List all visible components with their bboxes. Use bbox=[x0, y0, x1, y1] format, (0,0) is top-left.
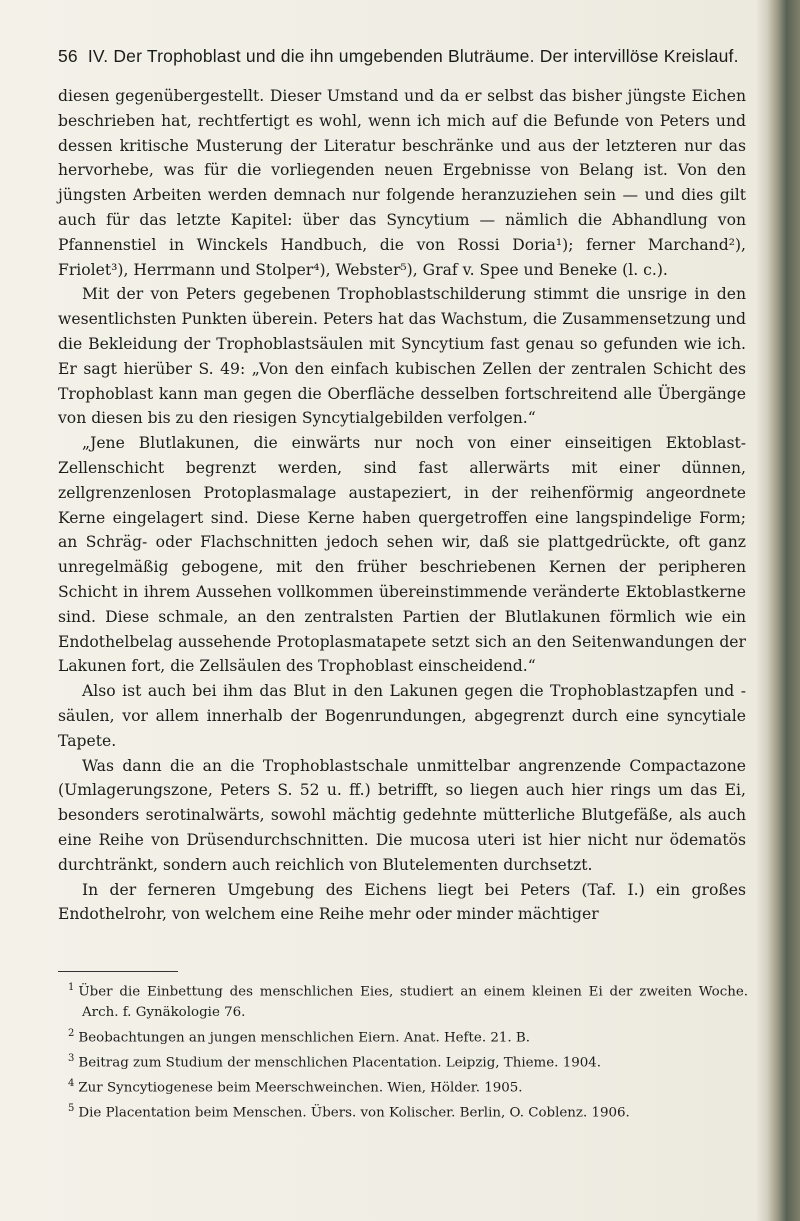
footnotes bbox=[58, 978, 748, 1124]
paragraph: Was dann die an die Trophoblastschale unmittelbar angrenzende Compactazone (Umlagerungszone, Peters S. 52 u. ff.) betrifft, so liegen auch hier rings um das Ei, besonders serotinalwärts, sowohl mächtig gedehnte mütterliche Blutgefäße, als auch eine Reihe von Drüsendurchschnitten. Die mucosa uteri ist hier nicht nur ödematös durchtränkt, sondern auch reichlich von Blutelementen durchsetzt. bbox=[58, 756, 746, 874]
footnote-mark: 5 bbox=[68, 1102, 75, 1114]
paragraph: diesen gegenübergestellt. Dieser Umstand und da er selbst das bisher jüngste Eichen beschrieben hat, rechtfertigt es wohl, wenn ich mich auf die Befunde von Peters und dessen kritische Musterung der Literatur beschränke und aus der letzteren nur das hervorhebe, was für die vorliegenden neuen Ergebnisse von Belang ist. Von den jüngsten Arbeiten werden demnach nur folgende heranzuziehen sein — und dies gilt auch für das letzte Kapitel: über das Syncytium — nämlich die Abhandlung von Pfannenstiel in Winckels Handbuch, die von Rossi Doria¹); ferner Marchand²), Friolet³), Herrmann und Stolper⁴), Webster⁵), Graf v. Spee und Beneke (l. c.). bbox=[58, 87, 746, 279]
footnote-text: Beobachtungen an jungen menschlichen Eiern. Anat. Hefte. 21. B. bbox=[78, 1030, 530, 1046]
footnote bbox=[58, 1074, 748, 1099]
footnote-mark: 4 bbox=[68, 1077, 75, 1089]
footnote bbox=[58, 1024, 748, 1049]
footnote-rule bbox=[58, 971, 178, 972]
page-number: 56 bbox=[58, 46, 78, 66]
footnote-mark: 3 bbox=[68, 1052, 75, 1064]
footnote-text: Über die Einbettung des menschlichen Eies, studiert an einem kleinen Ei der zweiten Woche. Arch. f. Gynäkologie 76. bbox=[78, 984, 748, 1021]
footnote-text: Beitrag zum Studium der menschlichen Placentation. Leipzig, Thieme. 1904. bbox=[78, 1055, 602, 1071]
footnote-text: Zur Syncytiogenese beim Meerschweinchen. Wien, Hölder. 1905. bbox=[78, 1080, 523, 1096]
body-text bbox=[58, 84, 746, 927]
paragraph: In der ferneren Umgebung des Eichens liegt bei Peters (Taf. I.) ein großes Endothelrohr, von welchem eine Reihe mehr oder minder mächtiger bbox=[58, 880, 746, 924]
footnote-mark: 2 bbox=[68, 1027, 75, 1039]
footnote-text: Die Placentation beim Menschen. Übers. von Kolischer. Berlin, O. Coblenz. 1906. bbox=[78, 1105, 630, 1121]
running-header bbox=[58, 46, 748, 67]
running-title: IV. Der Trophoblast und die ihn umgebenden Bluträume. Der intervillöse Kreislauf. bbox=[87, 46, 739, 66]
footnote-mark: 1 bbox=[68, 982, 75, 993]
paragraph: Also ist auch bei ihm das Blut in den Lakunen gegen die Trophoblastzapfen und -säulen, vor allem innerhalb der Bogenrundungen, abgegrenzt durch eine syncytiale Tapete. bbox=[58, 682, 746, 750]
page-edge-shadow bbox=[756, 0, 766, 1221]
book-binding-edge bbox=[766, 0, 800, 1221]
footnote bbox=[58, 1099, 748, 1124]
footnote bbox=[58, 978, 748, 1024]
paragraph: Mit der von Peters gegebenen Trophoblastschilderung stimmt die unsrige in den wesentlichsten Punkten überein. Peters hat das Wachstum, die Zusammensetzung und die Bekleidung der Trophoblastsäulen mit Syncytium fast genau so gefunden wie ich. Er sagt hierüber S. 49: „Von den einfach kubischen Zellen der zentralen Schicht des Trophoblast kann man gegen die Oberfläche desselben fortschreitend alle Übergänge von diesen bis zu den riesigen Syncytialgebilden verfolgen.“ bbox=[58, 285, 746, 428]
footnote bbox=[58, 1049, 748, 1074]
paragraph: „Jene Blutlakunen, die einwärts nur noch von einer einseitigen Ektoblast-Zellenschicht begrenzt werden, sind fast allerwärts mit einer dünnen, zellgrenzenlosen Protoplasmalage austapeziert, in der reihenförmig angeordnete Kerne eingelagert sind. Diese Kerne haben quergetroffen eine langspindelige Form; an Schräg- oder Flachschnitten jedoch sehen wir, daß sie plattgedrückte, oft ganz unregelmäßig gebogene, mit den früher beschriebenen Kernen der peripheren Schicht in ihrem Aussehen vollkommen übereinstimmende veränderte Ektoblastkerne sind. Diese schmale, an den zentralsten Partien der Blutlakunen förmlich wie ein Endothelbelag aussehende Protoplasmatapete setzt sich an den Seitenwandungen der Lakunen fort, die Zellsäulen des Trophoblast einscheidend.“ bbox=[58, 434, 746, 676]
